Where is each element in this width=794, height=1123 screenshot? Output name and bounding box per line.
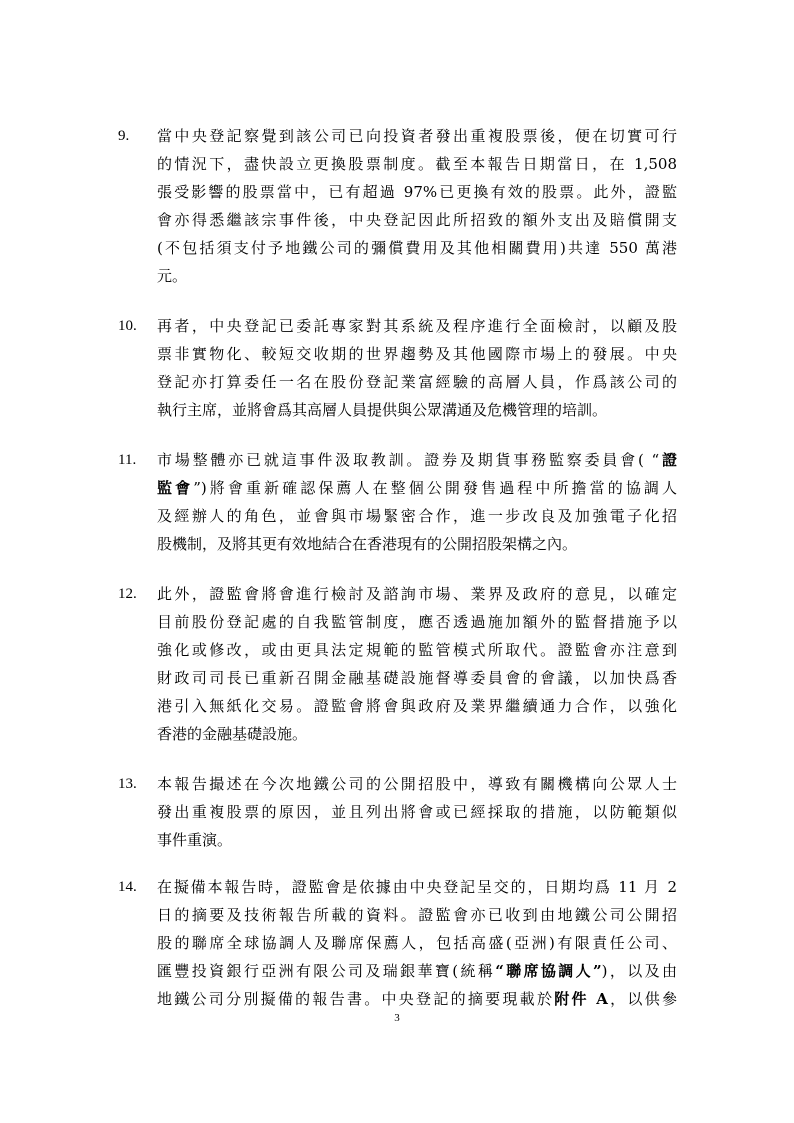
paragraph-line: 在擬備本報告時，證監會是依據由中央登記呈交的，日期均爲 11 月 2 bbox=[157, 878, 677, 896]
paragraph-number: 14. bbox=[118, 879, 137, 895]
line-text: 匯豐投資銀行亞洲有限公司及瑞銀華寶(統稱 bbox=[157, 962, 496, 980]
paragraph-number: 12. bbox=[118, 586, 137, 602]
paragraph-number: 10. bbox=[118, 318, 137, 334]
paragraph-line: 發出重複股票的原因，並且列出將會或已經採取的措施，以防範類似 bbox=[157, 803, 677, 821]
line-text: ，以供參 bbox=[607, 990, 677, 1008]
paragraph-line bbox=[157, 446, 677, 474]
paragraph-line: 本報告撮述在今次地鐵公司的公開招股中，導致有關機構向公眾人士 bbox=[157, 775, 677, 793]
paragraph-line: 登記亦打算委任一名在股份登記業富經驗的高層人員，作爲該公司的 bbox=[157, 373, 677, 391]
paragraph-line: 的情況下，盡快設立更換股票制度。截至本報告日期當日，在 1,508 bbox=[157, 155, 677, 173]
page-number: 3 bbox=[394, 1012, 400, 1024]
paragraph-line: 當中央登記察覺到該公司已向投資者發出重複股票後，便在切實可行 bbox=[157, 127, 677, 145]
paragraph-line: (不包括須支付予地鐵公司的彌償費用及其他相關費用)共達 550 萬港 bbox=[157, 239, 677, 257]
paragraph-line: 再者，中央登記已委託專家對其系統及程序進行全面檢討，以顧及股 bbox=[157, 317, 677, 335]
paragraph-line: 執行主席，並將會爲其高層人員提供與公眾溝通及危機管理的培訓。 bbox=[157, 401, 608, 419]
paragraph-line: 目前股份登記處的自我監管制度，應否透過施加額外的監督措施予以 bbox=[157, 613, 677, 631]
paragraph-line: 強化或修改，或由更具法定規範的監管模式所取代。證監會亦注意到 bbox=[157, 641, 677, 659]
paragraph-line: 股的聯席全球協調人及聯席保薦人，包括高盛(亞洲)有限責任公司、 bbox=[157, 934, 677, 952]
paragraph-line bbox=[157, 957, 677, 985]
paragraph-line: 財政司司長已重新召開金融基礎設施督導委員會的會議，以加快爲香 bbox=[157, 669, 677, 687]
paragraph-line: 及經辦人的角色，並會與市場緊密合作，進一步改良及加強電子化招 bbox=[157, 507, 677, 525]
annex-reference: 附件 A bbox=[554, 990, 608, 1008]
paragraph-line: 事件重演。 bbox=[157, 831, 233, 849]
paragraph-line: 會亦得悉繼該宗事件後，中央登記因此所招致的額外支出及賠償開支 bbox=[157, 211, 677, 229]
paragraph-number: 9. bbox=[118, 128, 130, 144]
line-text: 地鐵公司分別擬備的報告書。中央登記的摘要現載於 bbox=[157, 990, 555, 1008]
paragraph-line: 票非實物化、較短交收期的世界趨勢及其他國際市場上的發展。中央 bbox=[157, 345, 677, 363]
defined-term: 證 bbox=[659, 451, 677, 469]
paragraph-line: 元。 bbox=[157, 267, 188, 285]
paragraph-line bbox=[157, 474, 677, 502]
paragraph-line: 股機制，及將其更有效地結合在香港現有的公開招股架構之內。 bbox=[157, 535, 578, 553]
line-text: 市場整體亦已就這事件汲取教訓。證券及期貨事務監察委員會( “ bbox=[157, 451, 660, 469]
line-text: ”)將會重新確認保薦人在整個公開發售過程中所擔當的協調人 bbox=[193, 479, 677, 497]
paragraph-line: 港引入無紙化交易。證監會將會與政府及業界繼續通力合作，以強化 bbox=[157, 697, 677, 715]
paragraph-line: 日的摘要及技術報告所載的資料。證監會亦已收到由地鐵公司公開招 bbox=[157, 906, 677, 924]
paragraph-line bbox=[157, 985, 677, 1013]
line-text: )，以及由 bbox=[601, 962, 677, 980]
defined-term: 監會 bbox=[157, 479, 194, 497]
paragraph-line: 此外，證監會將會進行檢討及諮詢市場、業界及政府的意見，以確定 bbox=[157, 585, 677, 603]
paragraph-number: 13. bbox=[118, 776, 137, 792]
defined-term: “聯席協調人” bbox=[495, 962, 602, 980]
paragraph-line: 香港的金融基礎設施。 bbox=[157, 725, 308, 743]
paragraph-number: 11. bbox=[118, 452, 137, 468]
paragraph-line: 張受影響的股票當中，已有超過 97%已更換有效的股票。此外，證監 bbox=[157, 183, 677, 201]
